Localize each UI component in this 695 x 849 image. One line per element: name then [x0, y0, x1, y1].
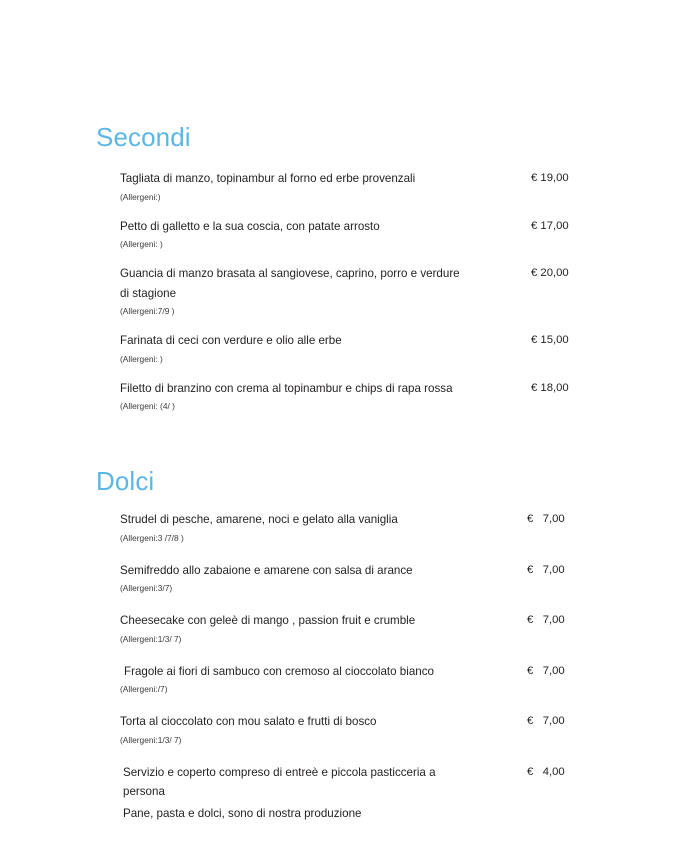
menu-item-price: € 17,00	[531, 219, 569, 232]
menu-item-name: Cheesecake con geleè di mango , passion fruit e crumble	[120, 614, 416, 627]
section-heading-dolci: Dolci	[96, 466, 155, 496]
menu-item	[96, 510, 591, 545]
menu-item	[96, 217, 591, 252]
menu-item	[96, 379, 591, 414]
menu-item-name: Torta al cioccolato con mou salato e frutti di bosco	[120, 715, 377, 728]
menu-item-row	[96, 611, 591, 631]
menu-item	[96, 611, 591, 646]
menu-item-name: Tagliata di manzo, topinambur al forno ed erbe provenzali	[120, 172, 416, 185]
menu-item-price: € 20,00	[531, 267, 569, 279]
menu-item-price: € 19,00	[531, 172, 569, 184]
menu-item-price: € 7,00	[527, 513, 565, 525]
menu-item-row	[96, 510, 591, 530]
menu-item	[96, 331, 591, 366]
menu-item-row	[96, 379, 591, 399]
menu-item-price: € 7,00	[527, 664, 565, 677]
service-note-row	[96, 763, 591, 802]
menu-item-allergens: (Allergeni:3/7)	[120, 583, 173, 593]
menu-item-allergens: (Allergeni:1/3/ 7)	[120, 734, 182, 745]
menu-item-name: Fragole ai fiori di sambuco con cremoso al cioccolato bianco	[124, 664, 434, 678]
menu-item-allergens: (Allergeni: (4/ )	[120, 401, 175, 411]
menu-item-row	[96, 561, 591, 581]
menu-item-row	[96, 662, 591, 682]
menu-item-price: € 7,00	[527, 614, 565, 626]
menu-item	[96, 712, 591, 747]
service-note	[96, 763, 591, 824]
menu-item-allergens: (Allergeni:3 /7/8 )	[120, 532, 184, 543]
menu-item-allergens: (Allergeni:7/9 )	[120, 306, 175, 316]
menu-item-price: € 7,00	[527, 563, 565, 576]
menu-item-allergens: (Allergeni:)	[120, 191, 161, 202]
menu-content	[96, 122, 591, 839]
menu-item-allergens: (Allergeni: )	[120, 239, 163, 249]
service-note-price: € 4,00	[527, 765, 565, 778]
menu-item-name: Petto di galletto e la sua coscia, con patate arrosto	[120, 219, 380, 233]
item-list-secondi	[96, 169, 591, 413]
menu-item-row	[96, 712, 591, 732]
menu-item-name: Farinata di ceci con verdure e olio alle erbe	[120, 334, 342, 347]
menu-item	[96, 169, 591, 204]
menu-item-row	[96, 264, 591, 303]
menu-item	[96, 264, 591, 318]
menu-item	[96, 561, 591, 596]
menu-item-price: € 15,00	[531, 334, 569, 346]
menu-item-row	[96, 331, 591, 351]
menu-item	[96, 662, 591, 697]
menu-item-allergens: (Allergeni: )	[120, 353, 163, 364]
menu-section-dolci	[96, 466, 591, 823]
menu-item-name: Semifreddo allo zabaione e amarene con salsa di arance	[120, 563, 413, 577]
menu-item-row	[96, 217, 591, 237]
section-heading-secondi: Secondi	[96, 122, 191, 152]
menu-section-secondi	[96, 122, 591, 413]
service-note-line-2: Pane, pasta e dolci, sono di nostra produzione	[123, 806, 362, 820]
menu-item-name: Guancia di manzo brasata al sangiovese, caprino, porro e verdure di stagione	[120, 267, 463, 300]
menu-item-row	[96, 169, 591, 189]
service-note-line-1: Servizio e coperto compreso di entreè e piccola pasticceria a persona	[123, 765, 439, 798]
item-list-dolci	[96, 510, 591, 823]
menu-item-name: Strudel di pesche, amarene, noci e gelato alla vaniglia	[120, 513, 398, 526]
menu-item-name: Filetto di branzino con crema al topinambur e chips di rapa rossa	[120, 381, 453, 395]
menu-item-price: € 7,00	[527, 715, 565, 727]
menu-item-allergens: (Allergeni:/7)	[120, 684, 168, 694]
menu-item-allergens: (Allergeni:1/3/ 7)	[120, 633, 182, 644]
menu-item-price: € 18,00	[531, 381, 569, 394]
